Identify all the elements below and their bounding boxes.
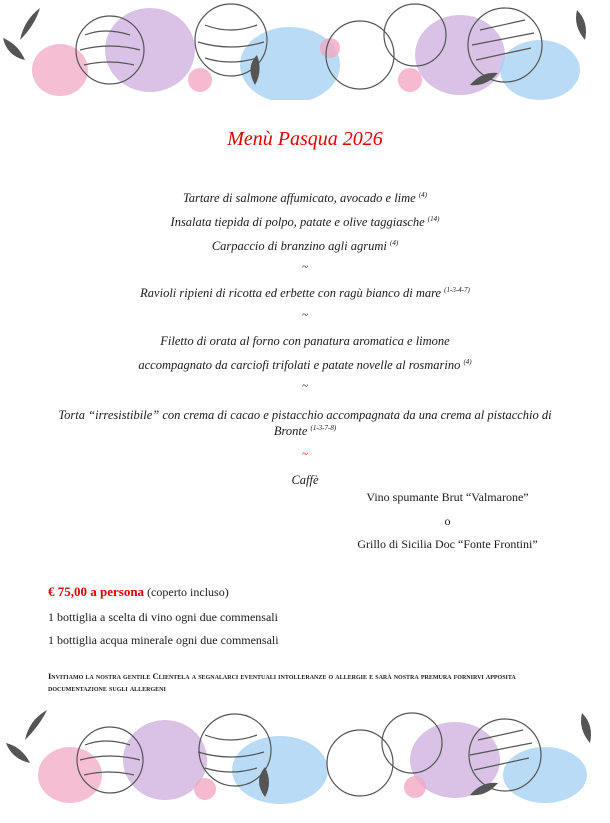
first-course-item: Ravioli ripieni di ricotta ed erbette con ragù bianco di mare $^{(1-3-4-7)}$ — [140, 286, 470, 301]
starter-item: Insalata tiepida di polpo, patate e olive taggiasche $^{(14)}$ — [170, 214, 440, 229]
course-separator: ~ — [302, 448, 308, 461]
menu-title: Menù Pasqua 2026 — [227, 128, 383, 150]
wine-option: Vino spumante Brut “Valmarone” — [366, 490, 529, 504]
top-floral-easter-egg-banner — [0, 0, 610, 100]
bottom-floral-easter-egg-banner — [0, 705, 610, 805]
wine-option: Grillo di Sicilia Doc “Fonte Frontini” — [357, 537, 538, 551]
starter-item: Tartare di salmone affumicato, avocado e lime $^{(4)}$ — [182, 190, 428, 205]
wine-info: 1 bottiglia a scelta di vino ogni due commensali — [48, 610, 278, 624]
water-info: 1 bottiglia acqua minerale ogni due commensali — [48, 633, 279, 647]
course-separator: ~ — [302, 380, 308, 393]
main-course-line: Filetto di orata al forno con panatura aromatica e limone — [160, 333, 450, 348]
allergen-notice: Invitiamo la nostra gentile Clientela a segnalarci eventuali intolleranze o allergie e sarà nostra premura fornirvi apposita documentazione sugli allergeni — [48, 671, 516, 693]
menu-courses — [0, 187, 610, 493]
main-course-line: accompagnato da carciofi trifolati e patate novelle al rosmarino $^{(4)}$ — [138, 357, 472, 372]
course-separator: ~ — [302, 308, 308, 321]
wine-list — [330, 486, 565, 557]
price-amount: € 75,00 a persona — [48, 584, 145, 599]
price-line — [48, 584, 229, 600]
wine-conjunction: o — [444, 513, 451, 528]
starter-item: Carpaccio di branzino agli agrumi $^{(4)}$ — [211, 238, 399, 253]
coffee-item: Caffè — [291, 472, 319, 487]
dessert-item: Torta “irresistibile” con crema di cacao e pistacchio accompagnata da una crema al pistacchio di Bronte $^{(1-3-7-8)}$ — [58, 408, 552, 439]
course-separator: ~ — [302, 261, 308, 274]
price-note: (coperto incluso) — [147, 585, 229, 599]
